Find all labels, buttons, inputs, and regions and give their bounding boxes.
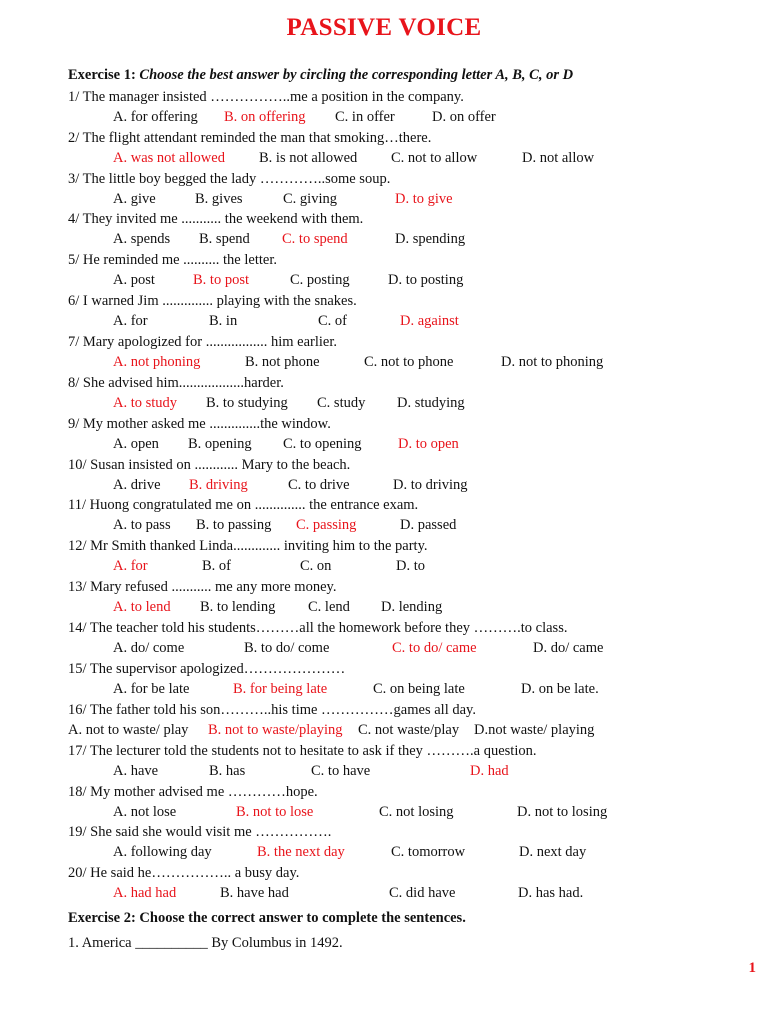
question-18-option-d: D. not to losing [517,804,608,820]
question-20-option-c: C. did have [389,885,456,901]
question-4-option-b: B. spend [199,231,250,247]
question-11-option-a: A. to pass [113,517,171,533]
question-8-option-b: B. to studying [206,395,288,411]
question-20-text: 20/ He said he…………….. a busy day. [68,865,300,881]
question-15-option-b-correct: B. for being late [233,681,328,697]
question-5-option-a: A. post [113,272,155,288]
question-10-option-c: C. to drive [288,477,350,493]
question-13-option-d: D. lending [381,599,443,615]
question-18-option-b-correct: B. not to lose [236,804,314,820]
question-6-option-d-correct: D. against [400,313,459,329]
question-2-option-b: B. is not allowed [259,150,358,166]
question-1-text: 1/ The manager insisted ……………..me a position in the company. [68,89,464,105]
question-7-text: 7/ Mary apologized for ................. him earlier. [68,334,337,350]
question-15-text: 15/ The supervisor apologized………………… [68,661,346,677]
question-7-option-a-correct: A. not phoning [113,354,201,370]
question-19-option-b-correct: B. the next day [257,844,345,860]
question-3-option-b: B. gives [195,191,243,207]
question-5-option-d: D. to posting [388,272,464,288]
question-8-option-d: D. studying [397,395,465,411]
question-3-option-d-correct: D. to give [395,191,453,207]
question-5-option-b-correct: B. to post [193,272,249,288]
question-20-option-d: D. has had. [518,885,584,901]
question-2-option-c: C. not to allow [391,150,478,166]
question-2-text: 2/ The flight attendant reminded the man that smoking…there. [68,130,432,146]
question-7-option-c: C. not to phone [364,354,454,370]
question-5-text: 5/ He reminded me .......... the letter. [68,252,277,268]
question-6-option-b: B. in [209,313,238,329]
question-1-option-b-correct: B. on offering [224,109,306,125]
question-16-option-b-correct: B. not to waste/playing [208,722,343,738]
question-12-option-a-correct: A. for [113,558,148,574]
page-number: 1 [748,960,756,976]
question-16-text: 16/ The father told his son………..his time ……………games all day. [68,702,476,718]
question-3-text: 3/ The little boy begged the lady …………..some soup. [68,171,391,187]
question-1-option-d: D. on offer [432,109,496,125]
question-7-option-d: D. not to phoning [501,354,604,370]
question-18-text: 18/ My mother advised me …………hope. [68,784,318,800]
question-16-option-d: D.not waste/ playing [474,722,595,738]
question-20-option-b: B. have had [220,885,289,901]
question-2-option-d: D. not allow [522,150,595,166]
question-17-option-c: C. to have [311,763,371,779]
question-8-option-a-correct: A. to study [113,395,178,411]
question-3-option-c: C. giving [283,191,337,207]
question-13-option-c: C. lend [308,599,350,615]
exercise-1-label: Exercise 1: [68,67,136,83]
question-2-option-a-correct: A. was not allowed [113,150,225,166]
question-19-option-a: A. following day [113,844,212,860]
question-11-option-c-correct: C. passing [296,517,357,533]
question-17-option-a: A. have [113,763,159,779]
question-14-text: 14/ The teacher told his students………all the homework before they ……….to class. [68,620,568,636]
exercise-1-instruction: Choose the best answer by circling the corresponding letter A, B, C, or D [139,67,574,83]
question-14-option-a: A. do/ come [113,640,185,656]
question-1-option-c: C. in offer [335,109,395,125]
question-1-option-a: A. for offering [113,109,198,125]
question-10-option-d: D. to driving [393,477,468,493]
question-11-option-b: B. to passing [196,517,272,533]
question-15-option-a: A. for be late [113,681,190,697]
exercise-2-question-1: 1. America __________ By Columbus in 1492. [68,935,343,951]
exercise-2-heading: Exercise 2: Choose the correct answer to complete the sentences. [68,910,466,926]
question-6-option-c: C. of [318,313,347,329]
question-17-text: 17/ The lecturer told the students not to hesitate to ask if they ……….a question. [68,743,537,759]
question-5-option-c: C. posting [290,272,350,288]
question-12-option-b: B. of [202,558,231,574]
question-13-text: 13/ Mary refused ........... me any more money. [68,579,337,595]
question-8-text: 8/ She advised him..................harder. [68,375,284,391]
question-9-option-a: A. open [113,436,159,452]
question-10-text: 10/ Susan insisted on ............ Mary to the beach. [68,457,351,473]
question-14-option-b: B. to do/ come [244,640,330,656]
question-11-text: 11/ Huong congratulated me on .............. the entrance exam. [68,497,419,513]
question-12-text: 12/ Mr Smith thanked Linda............. inviting him to the party. [68,538,428,554]
question-20-option-a-correct: A. had had [113,885,177,901]
question-4-option-c-correct: C. to spend [282,231,348,247]
question-13-option-b: B. to lending [200,599,276,615]
question-13-option-a-correct: A. to lend [113,599,171,615]
question-4-text: 4/ They invited me ........... the weekend with them. [68,211,364,227]
question-11-option-d: D. passed [400,517,457,533]
question-9-option-c: C. to opening [283,436,362,452]
exercise-1-header [68,67,573,84]
question-19-option-d: D. next day [519,844,587,860]
question-17-option-b: B. has [209,763,246,779]
question-19-option-c: C. tomorrow [391,844,466,860]
question-3-option-a: A. give [113,191,156,207]
question-16-option-c: C. not waste/play [358,722,460,738]
question-15-option-d: D. on be late. [521,681,599,697]
question-15-option-c: C. on being late [373,681,465,697]
question-10-option-b-correct: B. driving [189,477,248,493]
question-10-option-a: A. drive [113,477,161,493]
question-6-text: 6/ I warned Jim .............. playing with the snakes. [68,293,357,309]
question-6-option-a: A. for [113,313,148,329]
question-17-option-d-correct: D. had [470,763,509,779]
question-12-option-c: C. on [300,558,332,574]
question-9-option-b: B. opening [188,436,252,452]
question-18-option-c: C. not losing [379,804,454,820]
question-4-option-d: D. spending [395,231,466,247]
question-16-option-a: A. not to waste/ play [68,722,189,738]
question-8-option-c: C. study [317,395,366,411]
question-7-option-b: B. not phone [245,354,320,370]
question-14-option-d: D. do/ came [533,640,604,656]
question-9-option-d-correct: D. to open [398,436,459,452]
page-title: PASSIVE VOICE [286,14,482,41]
question-18-option-a: A. not lose [113,804,177,820]
question-12-option-d: D. to [396,558,425,574]
question-9-text: 9/ My mother asked me ..............the window. [68,416,331,432]
question-19-text: 19/ She said she would visit me ……………. [68,824,332,840]
question-4-option-a: A. spends [113,231,171,247]
question-14-option-c-correct: C. to do/ came [392,640,477,656]
